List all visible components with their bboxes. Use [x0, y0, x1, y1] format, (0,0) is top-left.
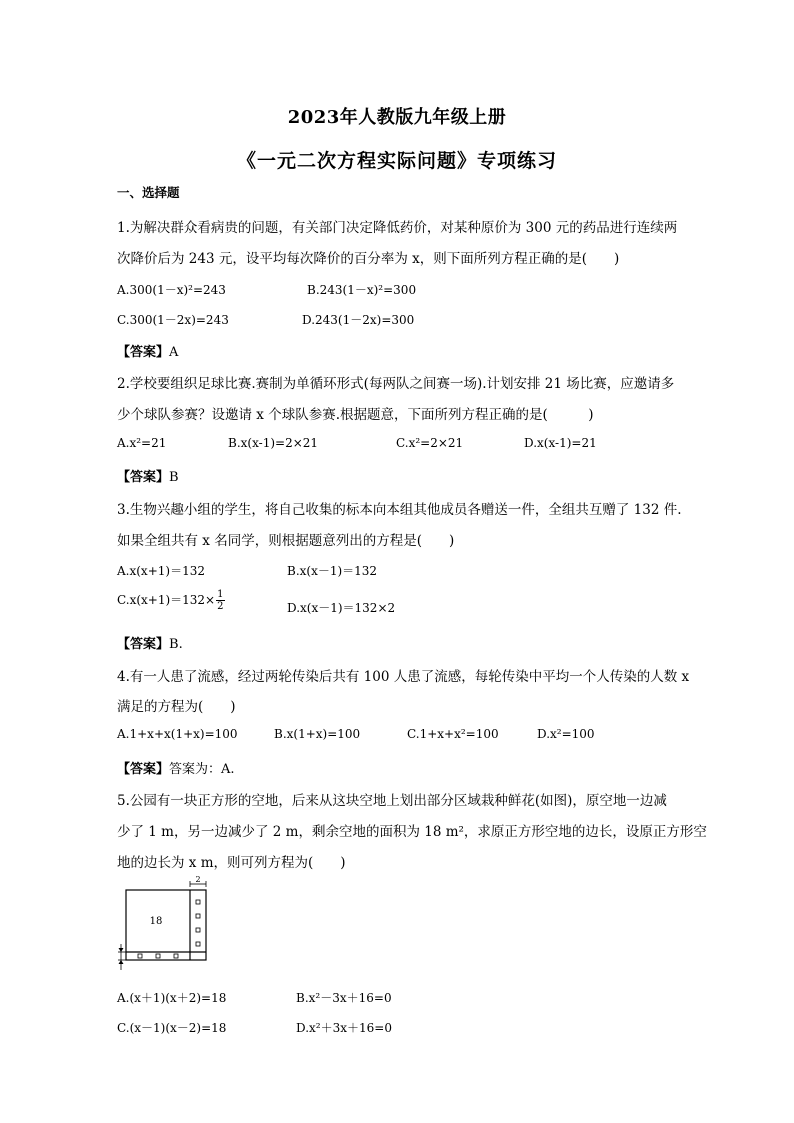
question-5-option-b: B.x²－3x＋16=0: [296, 991, 392, 1005]
question-1-option-b: B.243(1－x)²=300: [307, 283, 417, 297]
question-1-option-c: C.300(1－2x)=243: [117, 313, 229, 327]
question-4-option-b: B.x(1+x)=100: [274, 727, 361, 741]
answer-value: 答案为：A.: [169, 762, 235, 777]
question-3-option-d: D.x(x－1)＝132×2: [287, 601, 396, 615]
fraction-numerator: 1: [217, 589, 224, 600]
outer-square: [126, 890, 206, 960]
question-4-option-c: C.1+x+x²=100: [407, 727, 499, 741]
one-half-fraction: [216, 589, 224, 612]
answer-label: 【答案】: [117, 637, 170, 652]
question-1-answer: [117, 341, 178, 360]
question-2-stem-line-2: 少个球队参赛？设邀请 x 个球队参赛.根据题意，下面所列方程正确的是( ): [117, 407, 594, 423]
question-5-stem-line-3: 地的边长为 x m，则可列方程为( ): [117, 855, 346, 871]
document-subtitle: 《一元二次方程实际问题》专项练习: [236, 150, 557, 172]
option-c-text: C.x(x+1)＝132×: [117, 593, 216, 607]
question-4-stem-line-2: 满足的方程为( ): [117, 699, 236, 715]
answer-value: B.: [169, 637, 183, 652]
document-title: 2023年人教版九年级上册: [287, 107, 507, 128]
question-4-option-d: D.x²=100: [537, 727, 595, 741]
question-3-stem-line-2: 如果全组共有 x 名同学，则根据题意列出的方程是( ): [117, 533, 455, 549]
dimension-label: 2: [195, 876, 201, 884]
flower-markers: [138, 900, 200, 958]
question-3-answer: [117, 633, 183, 652]
question-3-stem-line-1: 3.生物兴趣小组的学生，将自己收集的标本向本组其他成员各赠送一件，全组共互赠了 132 件.: [117, 502, 682, 518]
question-2-option-d: D.x(x-1)=21: [524, 436, 597, 450]
question-1-stem-line-1: 1.为解决群众看病贵的问题，有关部门决定降低药价，对某种原价为 300 元的药品进行连续两: [117, 220, 678, 236]
question-5-option-d: D.x²＋3x＋16=0: [296, 1021, 392, 1035]
answer-label: 【答案】: [117, 762, 170, 777]
question-2-stem-line-1: 2.学校要组织足球比赛.赛制为单循环形式(每两队之间赛一场).计划安排 21 场比赛，应邀请多: [117, 376, 675, 392]
question-1-option-a: A.300(1－x)²=243: [117, 283, 226, 297]
remaining-area-label: 18: [149, 916, 163, 927]
answer-value: B: [169, 470, 179, 485]
question-3-option-b: B.x(x－1)＝132: [287, 564, 378, 578]
question-5-option-a: A.(x＋1)(x＋2)=18: [117, 991, 227, 1005]
question-1-option-d: D.243(1－2x)=300: [302, 313, 415, 327]
question-2-option-c: C.x²=2×21: [396, 436, 464, 450]
question-4-option-a: A.1+x+x(1+x)=100: [117, 727, 238, 741]
square-plot-figure: [114, 876, 214, 972]
answer-label: 【答案】: [117, 345, 170, 360]
fraction-denominator: 2: [217, 601, 224, 612]
question-1-stem-line-2: 次降价后为 243 元，设平均每次降价的百分率为 x，则下面所列方程正确的是( ): [117, 251, 620, 267]
section-heading: 一、选择题: [117, 185, 180, 200]
question-3-option-c: [117, 589, 225, 612]
question-4-answer: [117, 758, 235, 777]
question-5-option-c: C.(x－1)(x－2)=18: [117, 1021, 227, 1035]
question-2-option-a: A.x²=21: [117, 436, 167, 450]
question-5-stem-line-2: 少了 1 m，另一边减少了 2 m，剩余空地的面积为 18 m²，求原正方形空地的边长，设原正方形空: [117, 824, 707, 840]
question-2-option-b: B.x(x-1)=2×21: [228, 436, 319, 450]
question-5-stem-line-1: 5.公园有一块正方形的空地，后来从这块空地上划出部分区域栽种鲜花(如图)，原空地一边减: [117, 793, 667, 809]
answer-label: 【答案】: [117, 470, 170, 485]
question-4-stem-line-1: 4.有一人患了流感，经过两轮传染后共有 100 人患了流感，每轮传染中平均一个人传染的人数 x: [117, 669, 690, 685]
question-2-answer: [117, 466, 179, 485]
question-3-option-a: A.x(x+1)＝132: [117, 564, 205, 578]
answer-value: A: [169, 345, 179, 360]
